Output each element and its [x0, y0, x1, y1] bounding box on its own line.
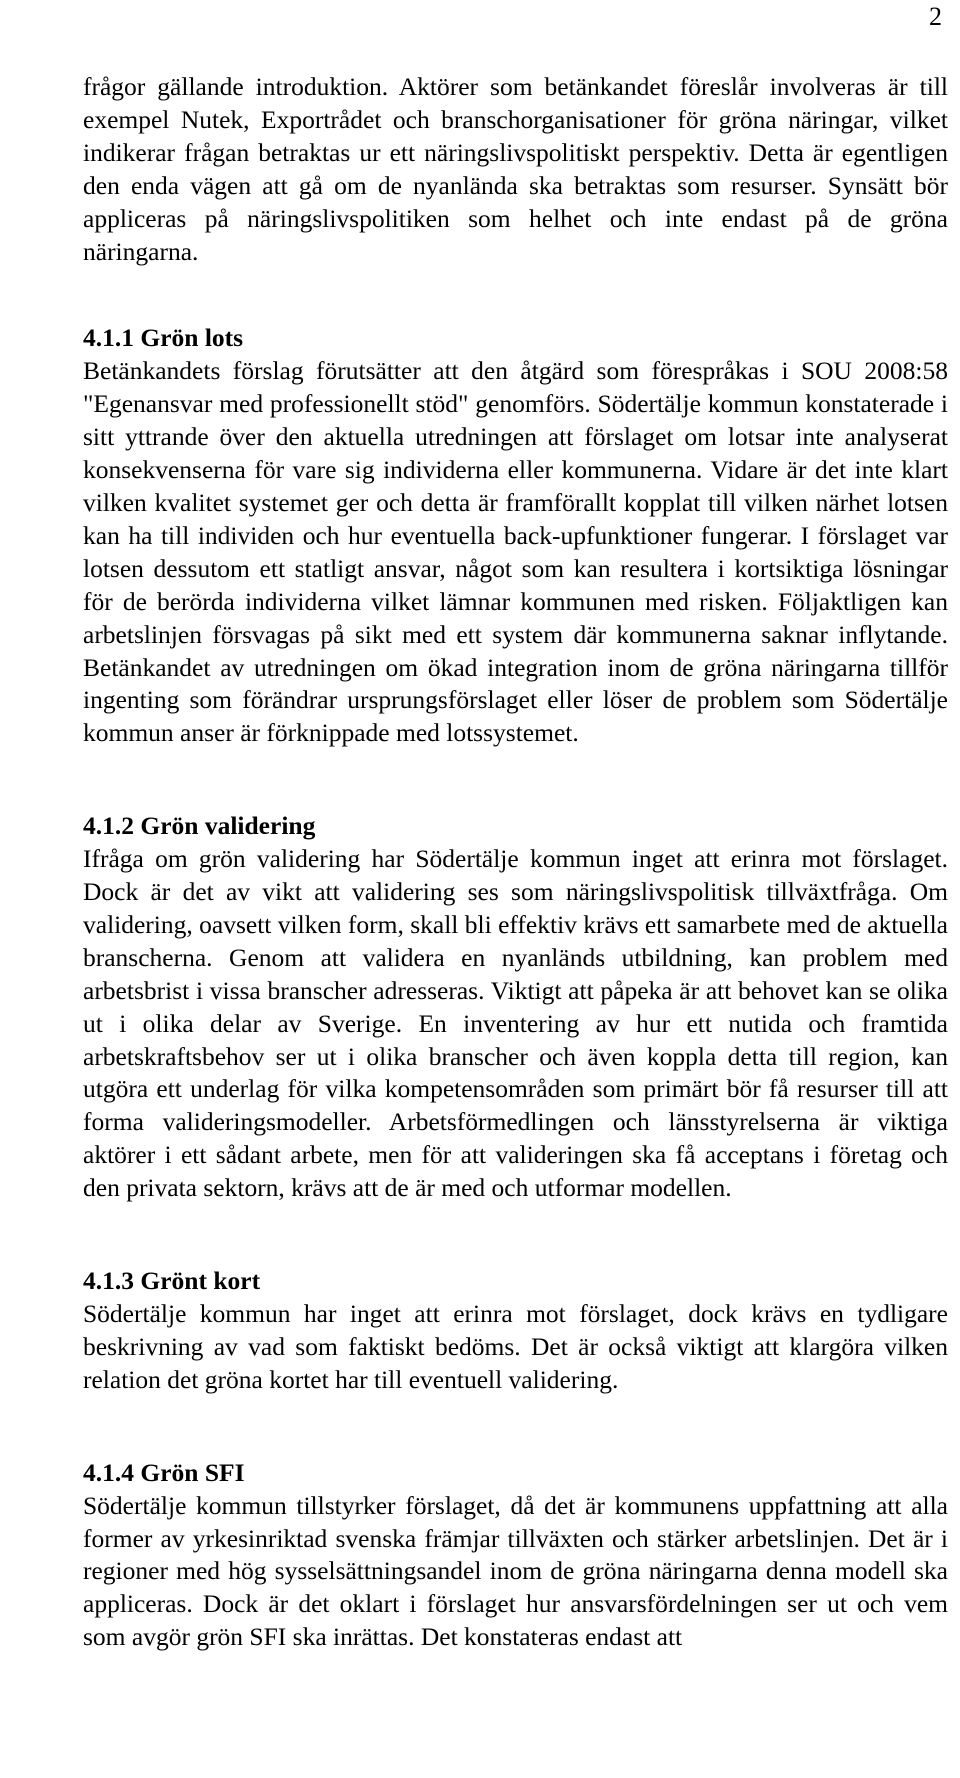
section-body: Betänkandets förslag förutsätter att den åtgärd som förespråkas i SOU 2008:58 "Egenansvar med professionellt stöd" genomförs. Södertälje kommun konstaterade i sitt yttrande över den aktuella utredningen att förslaget om lotsar inte analyserat konsekvenserna för vare sig individerna eller kommunerna. Vidare är det inte klart vilken kvalitet systemet ger och detta är framförallt kopplat till vilken närhet lotsen kan ha till individen och hur eventuella back-upfunktioner fungerar. I förslaget var lotsen dessutom ett statligt ansvar, något som kan resultera i kortsiktiga lösningar för de berörda individerna vilket lämnar kommunen med risken. Följaktligen kan arbetslinjen försvagas på sikt med ett system där kommunerna saknar inflytande. Betänkandet av utredningen om ökad integration inom de gröna näringarna tillför ingenting som förändrar ursprungsförslaget eller löser de problem som Södertälje kommun anser är förknippade med lotssystemet.	[83, 356, 948, 748]
section-title: Grön lots	[140, 323, 244, 353]
section-body: Södertälje kommun har inget att erinra mot förslaget, dock krävs en tydligare beskrivning av vad som faktiskt bedöms. Det är också viktigt att klargöra vilken relation det gröna kortet har till eventuell validering.	[83, 1299, 948, 1394]
section-number: 4.1.1	[83, 323, 134, 353]
section-title: Grön validering	[140, 811, 316, 841]
section-heading	[83, 322, 948, 355]
section-gron-sfi	[83, 1457, 948, 1654]
section-body: Ifråga om grön validering har Södertälje kommun inget att erinra mot förslaget. Dock är det av vikt att validering ses som näringslivspolitisk tillväxtfråga. Om validering, oavsett vilken form, skall bli effektiv krävs ett samarbete med de aktuella branscherna. Genom att validera en nyanländs utbildning, kan problem med arbetsbrist i vissa branscher adresseras. Viktigt att påpeka är att behovet kan se olika ut i olika delar av Sverige. En inventering av hur ett nutida och framtida arbetskraftsbehov ser ut i olika branscher och även koppla detta till region, kan utgöra ett underlag för vilka kompetensområden som primärt bör få resurser till att forma valideringsmodeller. Arbetsförmedlingen och länsstyrelserna är viktiga aktörer i ett sådant arbete, men för att valideringen ska få acceptans i företag och den privata sektorn, krävs att de är med och utformar modellen.	[83, 844, 948, 1203]
section-number: 4.1.2	[83, 811, 134, 841]
section-title: Grönt kort	[140, 1266, 261, 1296]
section-heading	[83, 1265, 948, 1298]
section-heading	[83, 1457, 948, 1490]
document-body	[83, 71, 948, 1654]
intro-paragraph: frågor gällande introduktion. Aktörer som betänkandet föreslår involveras är till exempel Nutek, Exportrådet och branschorganisationer för gröna näringar, vilket indikerar frågan betraktas ur ett näringslivspolitiskt perspektiv. Detta är egentligen den enda vägen att gå om de nyanlända ska betraktas som resurser. Synsätt bör appliceras på näringslivspolitiken som helhet och inte endast på de gröna näringarna.	[83, 72, 948, 266]
section-gron-lots	[83, 322, 948, 750]
section-title: Grön SFI	[140, 1457, 245, 1487]
section-heading	[83, 810, 948, 843]
section-gront-kort	[83, 1265, 948, 1397]
section-number: 4.1.4	[83, 1457, 134, 1487]
page-number: 2	[929, 2, 942, 31]
section-number: 4.1.3	[83, 1266, 134, 1296]
section-body: Södertälje kommun tillstyrker förslaget, då det är kommunens uppfattning att alla former av yrkesinriktad svenska främjar tillväxten och stärker arbetslinjen. Det är i regioner med hög sysselsättningsandel inom de gröna näringarna denna modell ska appliceras. Dock är det oklart i förslaget hur ansvarsfördelningen ser ut och vem som avgör grön SFI ska inrättas. Det konstateras endast att	[83, 1490, 948, 1652]
section-gron-validering	[83, 810, 948, 1205]
